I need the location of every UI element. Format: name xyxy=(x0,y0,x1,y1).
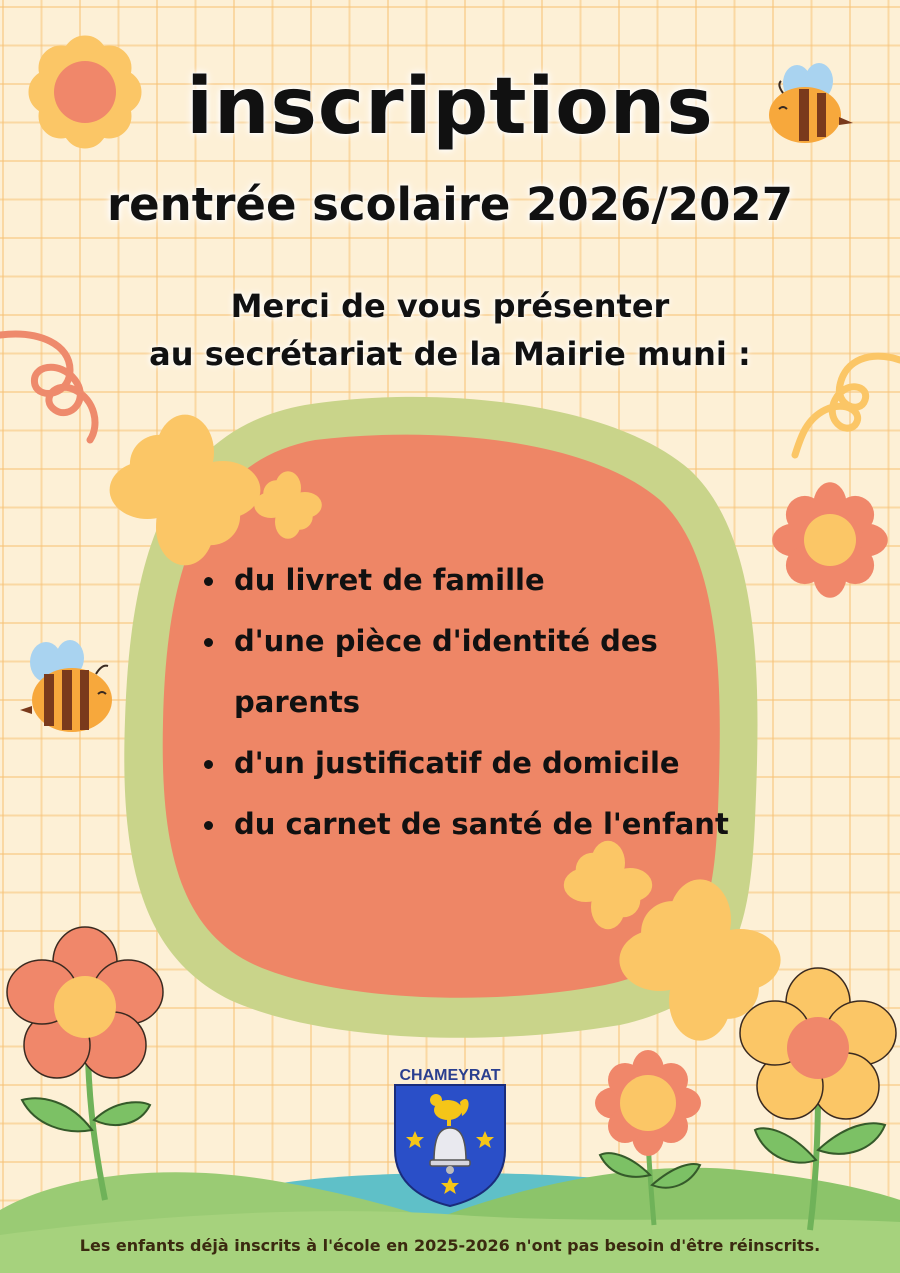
instruction-line-1: Merci de vous présenter xyxy=(230,287,670,325)
flower-icon xyxy=(7,927,163,1200)
poster-subtitle: rentrée scolaire 2026/2027 xyxy=(106,178,794,231)
required-documents-list xyxy=(200,550,730,855)
instruction-text xyxy=(0,282,900,378)
flower-icon xyxy=(772,482,888,598)
commune-name: CHAMEYRAT xyxy=(399,1067,501,1084)
document-item: du livret de famille xyxy=(200,550,730,611)
poster-title: inscriptions xyxy=(186,62,714,152)
document-item: d'un justificatif de domicile xyxy=(200,733,730,794)
coat-of-arms-icon xyxy=(395,1085,505,1206)
footer-note: Les enfants déjà inscrits à l'école en 2025-2026 n'ont pas besoin d'être réinscrits. xyxy=(79,1236,821,1255)
document-item: du carnet de santé de l'enfant xyxy=(200,794,730,855)
document-item: d'une pièce d'identité des parents xyxy=(200,611,730,733)
bee-icon xyxy=(20,640,112,732)
instruction-line-2: au secrétariat de la Mairie muni : xyxy=(149,335,751,373)
